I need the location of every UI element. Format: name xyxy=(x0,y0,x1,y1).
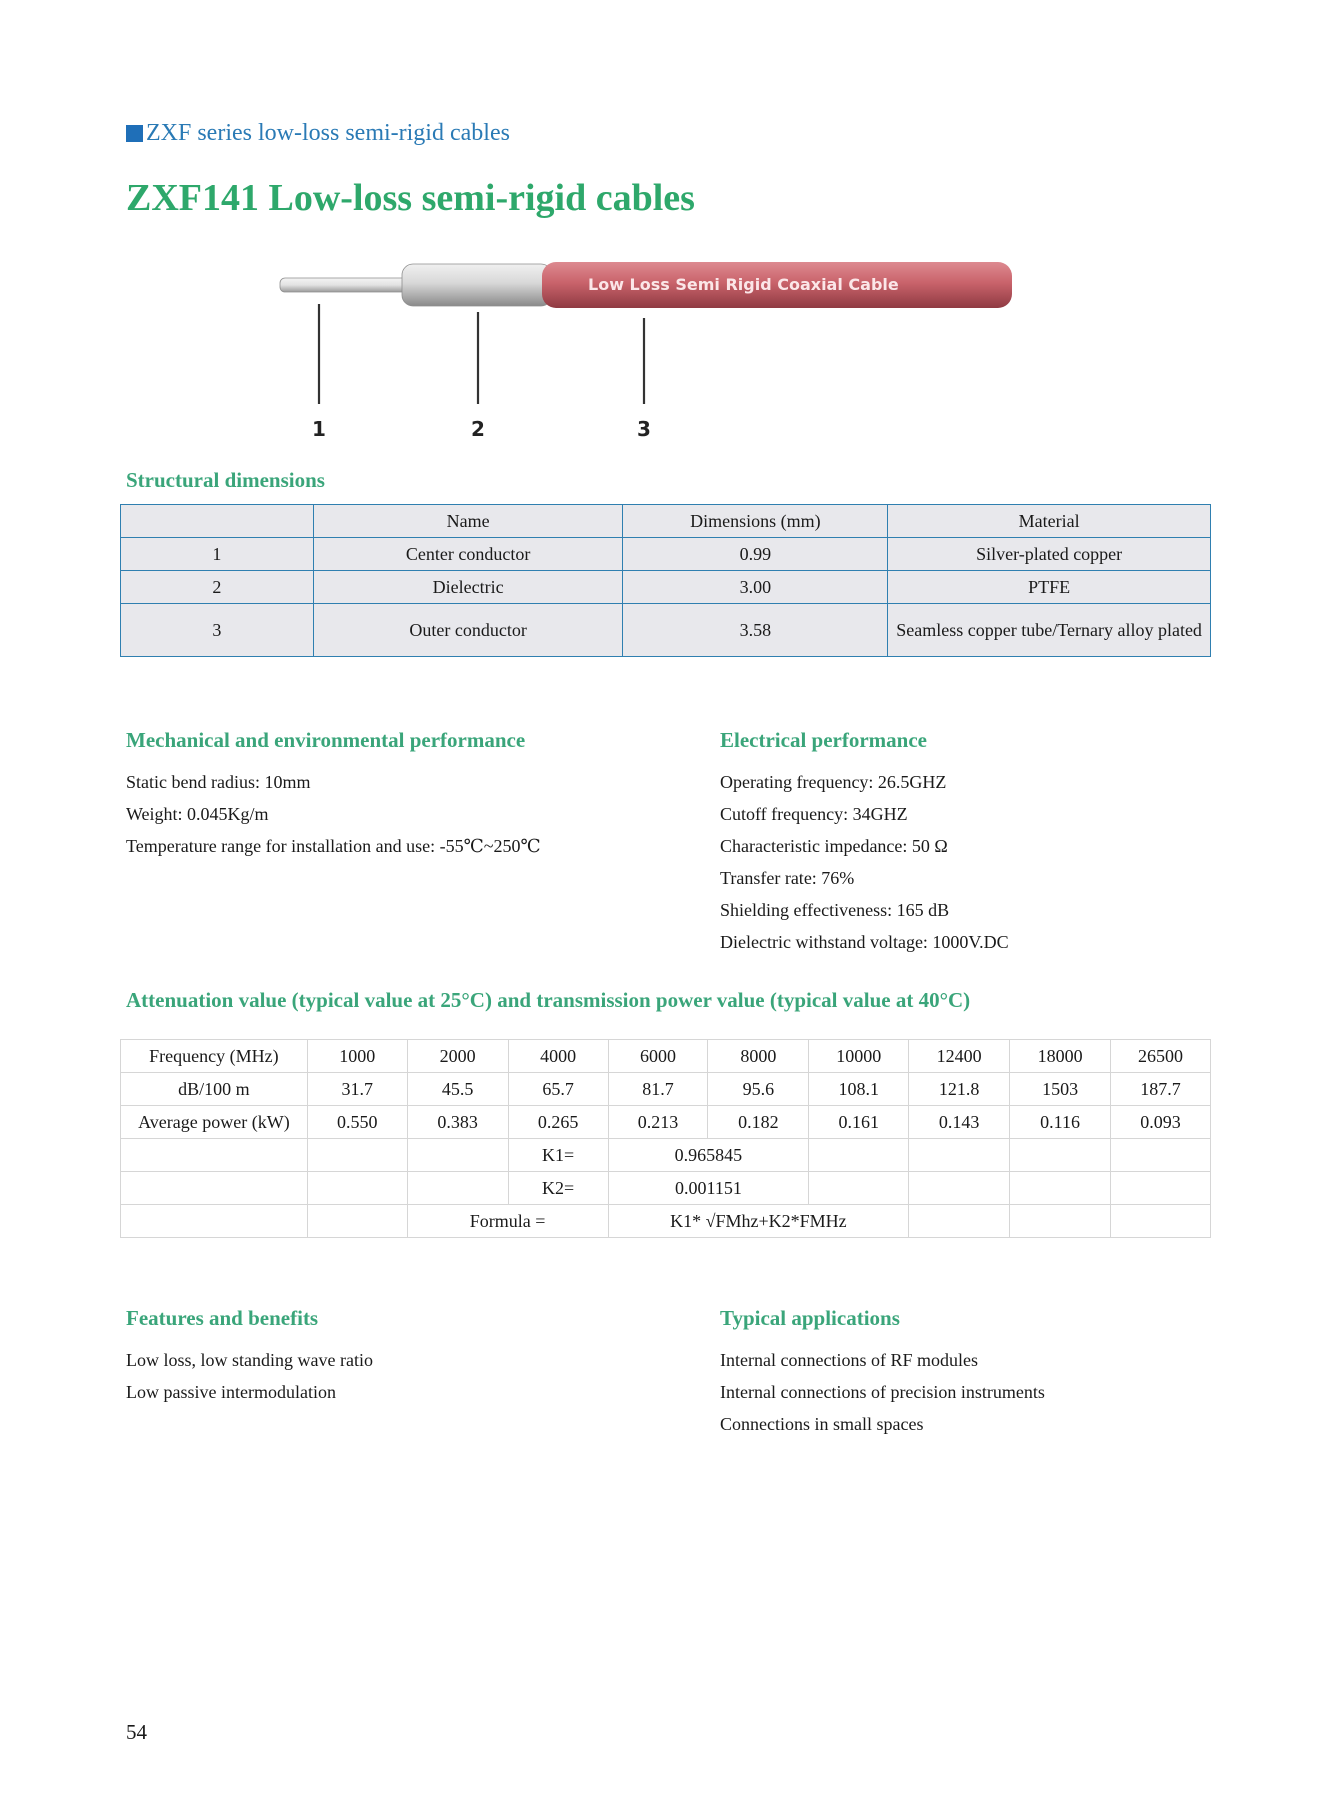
k2-value: 0.001151 xyxy=(608,1172,809,1205)
table-cell: 0.116 xyxy=(1010,1106,1111,1139)
mechanical-list xyxy=(126,766,541,862)
table-cell: 6000 xyxy=(608,1040,708,1073)
k2-label: K2= xyxy=(508,1172,608,1205)
features-line: Low loss, low standing wave ratio xyxy=(126,1350,373,1370)
electrical-line: Dielectric withstand voltage: 1000V.DC xyxy=(720,932,1009,952)
electrical-line: Shielding effectiveness: 165 dB xyxy=(720,900,950,920)
table-cell: 26500 xyxy=(1111,1040,1211,1073)
applications-line: Internal connections of precision instruments xyxy=(720,1382,1045,1402)
table-cell: 3.58 xyxy=(623,604,888,657)
table-cell: 0.550 xyxy=(307,1106,407,1139)
dielectric-layer xyxy=(402,264,552,306)
formula-value: K1* √FMhz+K2*FMHz xyxy=(608,1205,909,1238)
row-label: Average power (kW) xyxy=(121,1106,308,1139)
table-cell: 65.7 xyxy=(508,1073,608,1106)
empty-cell xyxy=(809,1172,909,1205)
table-cell: 108.1 xyxy=(809,1073,909,1106)
electrical-line: Operating frequency: 26.5GHZ xyxy=(720,772,947,792)
k1-value: 0.965845 xyxy=(608,1139,809,1172)
features-line: Low passive intermodulation xyxy=(126,1382,336,1402)
formula-label: Formula = xyxy=(407,1205,608,1238)
electrical-list xyxy=(720,766,1009,958)
table-cell: Dielectric xyxy=(313,571,623,604)
table-cell: 8000 xyxy=(708,1040,809,1073)
empty-cell xyxy=(121,1139,308,1172)
header-cell: Dimensions (mm) xyxy=(623,505,888,538)
table-cell: 121.8 xyxy=(909,1073,1010,1106)
table-row xyxy=(121,538,1211,571)
applications-line: Internal connections of RF modules xyxy=(720,1350,978,1370)
empty-cell xyxy=(909,1205,1010,1238)
attenuation-row xyxy=(121,1073,1211,1106)
table-cell: 3 xyxy=(121,604,314,657)
table-cell: 2000 xyxy=(407,1040,508,1073)
electrical-heading: Electrical performance xyxy=(720,728,927,752)
attenuation-table xyxy=(120,1039,1211,1238)
series-text: ZXF series low-loss semi-rigid cables xyxy=(146,120,510,146)
page-title: ZXF141 Low-loss semi-rigid cables xyxy=(126,177,695,219)
mechanical-line: Weight: 0.045Kg/m xyxy=(126,804,269,824)
empty-cell xyxy=(909,1172,1010,1205)
mechanical-heading: Mechanical and environmental performance xyxy=(126,728,526,752)
table-cell: 4000 xyxy=(508,1040,608,1073)
table-cell: 0.093 xyxy=(1111,1106,1211,1139)
table-cell: 187.7 xyxy=(1111,1073,1211,1106)
header-cell xyxy=(121,505,314,538)
empty-cell xyxy=(1010,1205,1111,1238)
callout-label-1: 1 xyxy=(312,417,326,441)
table-cell: 2 xyxy=(121,571,314,604)
features-heading: Features and benefits xyxy=(126,1306,319,1330)
formula-row xyxy=(121,1205,1211,1238)
table-cell: 18000 xyxy=(1010,1040,1111,1073)
table-cell: 0.265 xyxy=(508,1106,608,1139)
empty-cell xyxy=(307,1205,407,1238)
table-cell: 0.143 xyxy=(909,1106,1010,1139)
applications-list xyxy=(720,1344,1045,1440)
table-cell: 12400 xyxy=(909,1040,1010,1073)
table-cell: 1 xyxy=(121,538,314,571)
mechanical-line: Temperature range for installation and use: -55℃~250℃ xyxy=(126,836,541,856)
table-cell: 0.213 xyxy=(608,1106,708,1139)
page-number: 54 xyxy=(126,1720,147,1744)
frequency-row xyxy=(121,1040,1211,1073)
table-header-row xyxy=(121,505,1211,538)
table-cell: 0.182 xyxy=(708,1106,809,1139)
table-cell: Silver-plated copper xyxy=(888,538,1211,571)
square-bullet-icon xyxy=(126,125,143,142)
empty-cell xyxy=(307,1172,407,1205)
table-cell: 45.5 xyxy=(407,1073,508,1106)
table-cell: 0.383 xyxy=(407,1106,508,1139)
cable-label: Low Loss Semi Rigid Coaxial Cable xyxy=(588,275,899,294)
table-cell: 0.161 xyxy=(809,1106,909,1139)
table-cell: 31.7 xyxy=(307,1073,407,1106)
k1-label: K1= xyxy=(508,1139,608,1172)
table-cell: PTFE xyxy=(888,571,1211,604)
k1-row xyxy=(121,1139,1211,1172)
power-row xyxy=(121,1106,1211,1139)
empty-cell xyxy=(1111,1172,1211,1205)
empty-cell xyxy=(407,1139,508,1172)
row-label: Frequency (MHz) xyxy=(121,1040,308,1073)
electrical-line: Characteristic impedance: 50 Ω xyxy=(720,836,948,856)
empty-cell xyxy=(1111,1205,1211,1238)
empty-cell xyxy=(1010,1172,1111,1205)
row-label: dB/100 m xyxy=(121,1073,308,1106)
empty-cell xyxy=(121,1172,308,1205)
header-cell: Name xyxy=(313,505,623,538)
electrical-line: Cutoff frequency: 34GHZ xyxy=(720,804,908,824)
table-row xyxy=(121,571,1211,604)
table-cell: 81.7 xyxy=(608,1073,708,1106)
empty-cell xyxy=(1111,1139,1211,1172)
applications-line: Connections in small spaces xyxy=(720,1414,924,1434)
electrical-line: Transfer rate: 76% xyxy=(720,868,855,888)
header-cell: Material xyxy=(888,505,1211,538)
table-cell: Center conductor xyxy=(313,538,623,571)
structural-dimensions-table xyxy=(120,504,1211,657)
table-row xyxy=(121,604,1211,657)
series-heading xyxy=(126,120,510,147)
table-cell: 3.00 xyxy=(623,571,888,604)
mechanical-line: Static bend radius: 10mm xyxy=(126,772,311,792)
empty-cell xyxy=(307,1139,407,1172)
callout-label-2: 2 xyxy=(471,417,485,441)
table-cell: 1503 xyxy=(1010,1073,1111,1106)
empty-cell xyxy=(1010,1139,1111,1172)
empty-cell xyxy=(121,1205,308,1238)
callout-label-3: 3 xyxy=(637,417,651,441)
table-cell: Outer conductor xyxy=(313,604,623,657)
k2-row xyxy=(121,1172,1211,1205)
table-cell: Seamless copper tube/Ternary alloy plated xyxy=(888,604,1211,657)
table-cell: 10000 xyxy=(809,1040,909,1073)
empty-cell xyxy=(809,1139,909,1172)
features-list xyxy=(126,1344,373,1408)
empty-cell xyxy=(407,1172,508,1205)
table-cell: 0.99 xyxy=(623,538,888,571)
table-cell: 1000 xyxy=(307,1040,407,1073)
cable-diagram xyxy=(270,250,1050,450)
empty-cell xyxy=(909,1139,1010,1172)
applications-heading: Typical applications xyxy=(720,1306,900,1330)
structural-heading: Structural dimensions xyxy=(126,468,325,492)
table-cell: 95.6 xyxy=(708,1073,809,1106)
attenuation-heading: Attenuation value (typical value at 25°C) and transmission power value (typical value at 40°C) xyxy=(126,988,971,1012)
